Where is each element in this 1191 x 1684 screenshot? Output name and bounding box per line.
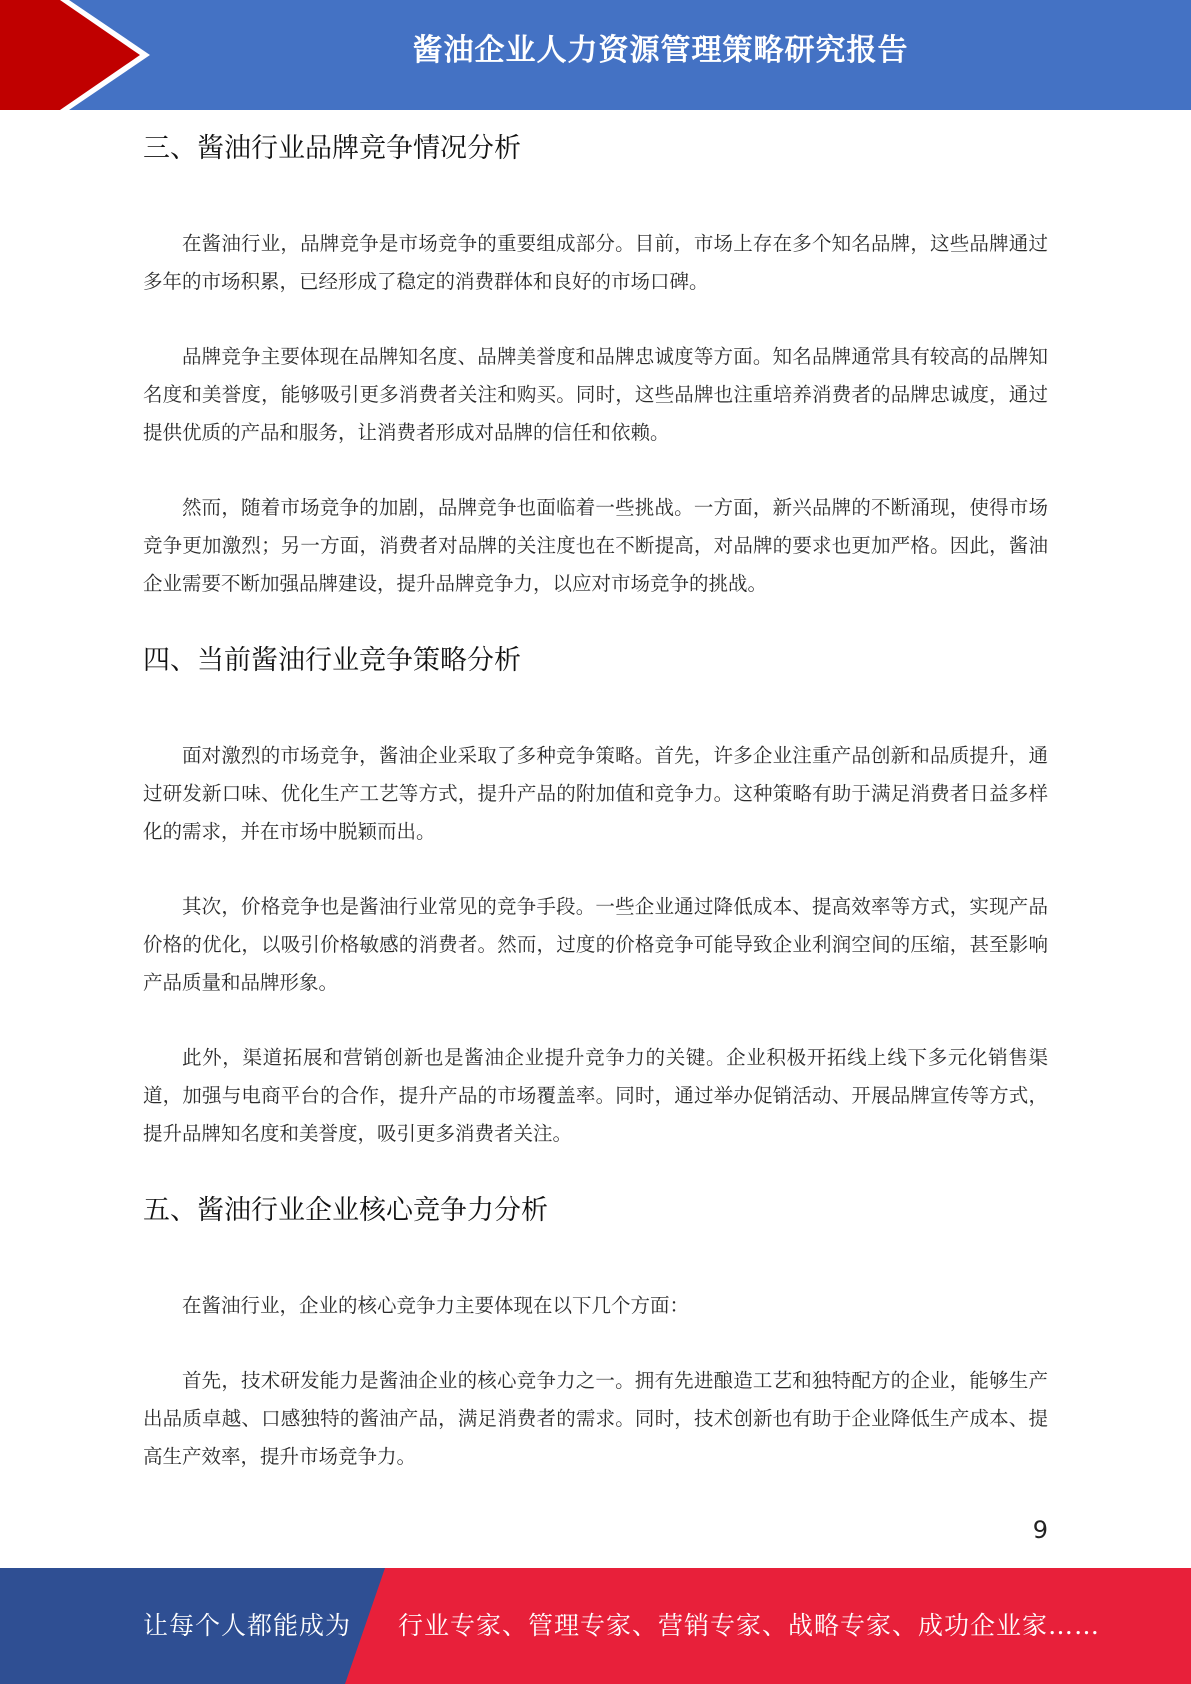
paragraph: 此外，渠道拓展和营销创新也是酱油企业提升竞争力的关键。企业积极开拓线上线下多元化销售渠道，加强与电商平台的合作，提升产品的市场覆盖率。同时，通过举办促销活动、开展品牌宣传等方式，提升品牌知名度和美誉度，吸引更多消费者关注。: [143, 1046, 1048, 1145]
page-header: [0, 0, 1191, 110]
report-title: 酱油企业人力资源管理策略研究报告: [412, 33, 909, 68]
paragraph: 在酱油行业，品牌竞争是市场竞争的重要组成部分。目前，市场上存在多个知名品牌，这些品牌通过多年的市场积累，已经形成了稳定的消费群体和良好的市场口碑。: [143, 232, 1048, 293]
footer-slogan-right: 行业专家、管理专家、营销专家、战略专家、成功企业家……: [398, 1611, 1101, 1640]
page-number: 9: [1032, 1516, 1048, 1544]
page-footer: [0, 1568, 1191, 1684]
section-brand-competition: [143, 128, 1048, 603]
paragraph: 面对激烈的市场竞争，酱油企业采取了多种竞争策略。首先，许多企业注重产品创新和品质提升，通过研发新口味、优化生产工艺等方式，提升产品的附加值和竞争力。这种策略有助于满足消费者日益多样化的需求，并在市场中脱颖而出。: [143, 744, 1048, 843]
section-heading: 四、当前酱油行业竞争策略分析: [143, 645, 521, 676]
header-red-arrow-decoration: [0, 0, 160, 110]
paragraph: 其次，价格竞争也是酱油行业常见的竞争手段。一些企业通过降低成本、提高效率等方式，实现产品价格的优化，以吸引价格敏感的消费者。然而，过度的价格竞争可能导致企业利润空间的压缩，甚至影响产品质量和品牌形象。: [143, 895, 1048, 994]
section-core-competitiveness: [143, 1190, 1048, 1476]
section-heading: 三、酱油行业品牌竞争情况分析: [143, 133, 521, 164]
paragraph: 首先，技术研发能力是酱油企业的核心竞争力之一。拥有先进酿造工艺和独特配方的企业，能够生产出品质卓越、口感独特的酱油产品，满足消费者的需求。同时，技术创新也有助于企业降低生产成本、提高生产效率，提升市场竞争力。: [143, 1369, 1048, 1468]
paragraph: 在酱油行业，企业的核心竞争力主要体现在以下几个方面：: [182, 1294, 690, 1317]
section-competition-strategy: [143, 640, 1048, 1153]
page-content: [143, 128, 1048, 1513]
footer-slogan-left: 让每个人都能成为: [143, 1611, 352, 1640]
paragraph: 品牌竞争主要体现在品牌知名度、品牌美誉度和品牌忠诚度等方面。知名品牌通常具有较高的品牌知名度和美誉度，能够吸引更多消费者关注和购买。同时，这些品牌也注重培养消费者的品牌忠诚度，通过提供优质的产品和服务，让消费者形成对品牌的信任和依赖。: [143, 345, 1048, 444]
paragraph: 然而，随着市场竞争的加剧，品牌竞争也面临着一些挑战。一方面，新兴品牌的不断涌现，使得市场竞争更加激烈；另一方面，消费者对品牌的关注度也在不断提高，对品牌的要求也更加严格。因此，酱油企业需要不断加强品牌建设，提升品牌竞争力，以应对市场竞争的挑战。: [143, 496, 1048, 595]
section-heading: 五、酱油行业企业核心竞争力分析: [143, 1195, 548, 1226]
